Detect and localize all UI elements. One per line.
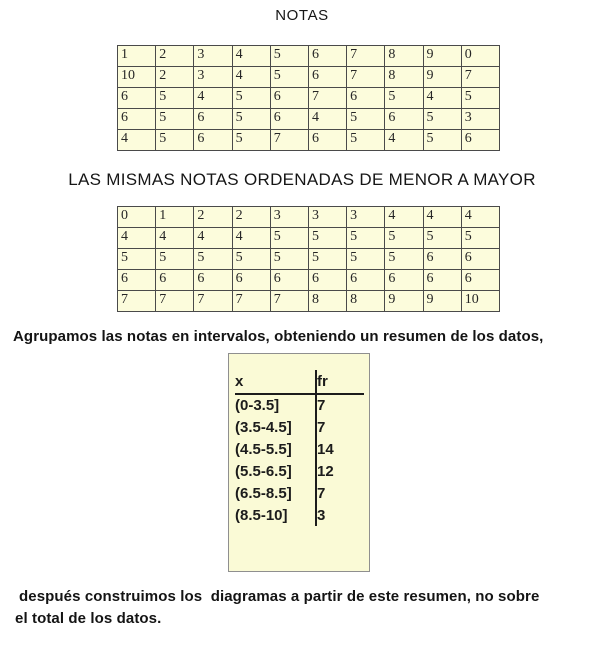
grid-cell: 5 bbox=[232, 109, 270, 130]
grid-cell: 6 bbox=[461, 249, 499, 270]
grid-cell: 5 bbox=[118, 249, 156, 270]
grid-cell: 6 bbox=[347, 88, 385, 109]
grid-cell: 6 bbox=[118, 270, 156, 291]
grid-cell: 10 bbox=[461, 291, 499, 312]
grid-cell: 8 bbox=[308, 291, 346, 312]
summary-cell-fr: 7 bbox=[317, 418, 326, 436]
summary-row bbox=[235, 416, 364, 438]
grid-cell: 9 bbox=[423, 46, 461, 67]
grid-cell: 4 bbox=[423, 88, 461, 109]
grid-cell: 5 bbox=[156, 249, 194, 270]
grid-row bbox=[118, 130, 500, 151]
summary-cell-fr: 7 bbox=[317, 484, 326, 502]
grid-cell: 5 bbox=[270, 46, 308, 67]
grouping-paragraph: Agrupamos las notas en intervalos, obteniendo un resumen de los datos, bbox=[13, 328, 544, 345]
grid-cell: 6 bbox=[423, 249, 461, 270]
closing-paragraph bbox=[15, 586, 600, 630]
grid-cell: 6 bbox=[308, 130, 346, 151]
grid-cell: 4 bbox=[232, 46, 270, 67]
summary-box bbox=[228, 353, 370, 572]
closing-paragraph-line1: después construimos los diagramas a partir de este resumen, no sobre bbox=[19, 588, 540, 605]
grid-cell: 5 bbox=[385, 228, 423, 249]
summary-row bbox=[235, 482, 364, 504]
grid-cell: 4 bbox=[385, 130, 423, 151]
grid-cell: 7 bbox=[347, 67, 385, 88]
grid-cell: 5 bbox=[423, 228, 461, 249]
grid-cell: 0 bbox=[461, 46, 499, 67]
notas-table-body bbox=[118, 46, 500, 151]
grid-cell: 4 bbox=[118, 130, 156, 151]
grid-cell: 2 bbox=[156, 46, 194, 67]
grid-cell: 6 bbox=[347, 270, 385, 291]
summary-cell-x: (6.5-8.5] bbox=[235, 482, 316, 504]
grid-cell: 5 bbox=[308, 249, 346, 270]
grid-cell: 5 bbox=[156, 109, 194, 130]
grid-cell: 3 bbox=[194, 67, 232, 88]
summary-cell-fr: 7 bbox=[317, 397, 326, 414]
grid-cell: 7 bbox=[232, 291, 270, 312]
grid-cell: 5 bbox=[347, 109, 385, 130]
summary-cell-x: (5.5-6.5] bbox=[235, 460, 316, 482]
grid-cell: 6 bbox=[308, 67, 346, 88]
grid-row bbox=[118, 291, 500, 312]
grid-cell: 5 bbox=[156, 130, 194, 151]
grid-cell: 5 bbox=[423, 130, 461, 151]
grid-cell: 6 bbox=[194, 109, 232, 130]
grid-row bbox=[118, 228, 500, 249]
grid-cell: 7 bbox=[347, 46, 385, 67]
grid-cell: 6 bbox=[118, 109, 156, 130]
grid-cell: 7 bbox=[270, 291, 308, 312]
grid-cell: 5 bbox=[461, 228, 499, 249]
grid-cell: 5 bbox=[156, 88, 194, 109]
grid-cell: 6 bbox=[308, 270, 346, 291]
grid-cell: 3 bbox=[194, 46, 232, 67]
grid-cell: 5 bbox=[194, 249, 232, 270]
grid-cell: 4 bbox=[308, 109, 346, 130]
page-title: NOTAS bbox=[275, 7, 329, 24]
grid-cell: 9 bbox=[423, 291, 461, 312]
grid-cell: 5 bbox=[270, 67, 308, 88]
summary-row bbox=[235, 394, 364, 416]
grid-cell: 1 bbox=[156, 207, 194, 228]
summary-cell-fr: 12 bbox=[317, 462, 334, 480]
grid-cell: 8 bbox=[347, 291, 385, 312]
grid-row bbox=[118, 249, 500, 270]
grid-row bbox=[118, 270, 500, 291]
grid-cell: 6 bbox=[232, 270, 270, 291]
grid-cell: 5 bbox=[385, 249, 423, 270]
sorted-section-title: LAS MISMAS NOTAS ORDENADAS DE MENOR A MAYOR bbox=[68, 170, 536, 189]
grid-cell: 4 bbox=[194, 228, 232, 249]
grid-cell: 6 bbox=[270, 88, 308, 109]
summary-cell-fr: 14 bbox=[317, 440, 334, 458]
summary-header-fr: fr bbox=[316, 370, 364, 394]
grid-cell: 10 bbox=[118, 67, 156, 88]
grid-cell: 7 bbox=[194, 291, 232, 312]
summary-cell-x: (3.5-4.5] bbox=[235, 416, 316, 438]
summary-cell-x: (0-3.5] bbox=[235, 394, 316, 416]
summary-row bbox=[235, 438, 364, 460]
grid-row bbox=[118, 46, 500, 67]
grid-cell: 5 bbox=[423, 109, 461, 130]
grid-cell: 5 bbox=[385, 88, 423, 109]
grid-cell: 4 bbox=[461, 207, 499, 228]
grid-cell: 7 bbox=[308, 88, 346, 109]
grid-cell: 4 bbox=[423, 207, 461, 228]
summary-header-row bbox=[235, 370, 364, 394]
grid-cell: 5 bbox=[347, 130, 385, 151]
grid-cell: 3 bbox=[461, 109, 499, 130]
grid-cell: 0 bbox=[118, 207, 156, 228]
grid-cell: 1 bbox=[118, 46, 156, 67]
grid-cell: 2 bbox=[232, 207, 270, 228]
grid-row bbox=[118, 67, 500, 88]
grid-row bbox=[118, 207, 500, 228]
grid-cell: 5 bbox=[232, 130, 270, 151]
sorted-notas-table-body bbox=[118, 207, 500, 312]
grid-cell: 5 bbox=[232, 88, 270, 109]
closing-paragraph-line2: el total de los datos. bbox=[15, 610, 162, 627]
grid-cell: 7 bbox=[461, 67, 499, 88]
summary-table bbox=[235, 370, 364, 526]
grid-cell: 8 bbox=[385, 46, 423, 67]
grid-cell: 6 bbox=[270, 109, 308, 130]
grid-row bbox=[118, 109, 500, 130]
grid-row bbox=[118, 88, 500, 109]
grid-cell: 5 bbox=[461, 88, 499, 109]
grid-cell: 7 bbox=[156, 291, 194, 312]
grid-cell: 6 bbox=[156, 270, 194, 291]
grid-cell: 7 bbox=[118, 291, 156, 312]
grid-cell: 3 bbox=[347, 207, 385, 228]
summary-header-x: x bbox=[235, 370, 316, 394]
grid-cell: 3 bbox=[270, 207, 308, 228]
summary-cell-x: (4.5-5.5] bbox=[235, 438, 316, 460]
grid-cell: 6 bbox=[194, 270, 232, 291]
grid-cell: 2 bbox=[194, 207, 232, 228]
grid-cell: 4 bbox=[194, 88, 232, 109]
notas-table bbox=[117, 45, 500, 151]
summary-row bbox=[235, 504, 364, 526]
grid-cell: 7 bbox=[270, 130, 308, 151]
sorted-notas-table bbox=[117, 206, 500, 312]
grid-cell: 4 bbox=[156, 228, 194, 249]
grid-cell: 4 bbox=[118, 228, 156, 249]
grid-cell: 6 bbox=[308, 46, 346, 67]
grid-cell: 4 bbox=[385, 207, 423, 228]
grid-cell: 5 bbox=[347, 228, 385, 249]
grid-cell: 8 bbox=[385, 67, 423, 88]
summary-cell-fr: 3 bbox=[317, 506, 326, 524]
grid-cell: 6 bbox=[194, 130, 232, 151]
grid-cell: 6 bbox=[461, 130, 499, 151]
grid-cell: 6 bbox=[385, 109, 423, 130]
grid-cell: 6 bbox=[461, 270, 499, 291]
summary-table-body bbox=[235, 394, 364, 526]
grid-cell: 5 bbox=[347, 249, 385, 270]
summary-cell-x: (8.5-10] bbox=[235, 504, 316, 526]
grid-cell: 5 bbox=[232, 249, 270, 270]
grid-cell: 4 bbox=[232, 228, 270, 249]
grid-cell: 5 bbox=[270, 228, 308, 249]
grid-cell: 9 bbox=[423, 67, 461, 88]
summary-row bbox=[235, 460, 364, 482]
grid-cell: 3 bbox=[308, 207, 346, 228]
grid-cell: 5 bbox=[270, 249, 308, 270]
grid-cell: 9 bbox=[385, 291, 423, 312]
grid-cell: 6 bbox=[423, 270, 461, 291]
grid-cell: 5 bbox=[308, 228, 346, 249]
grid-cell: 6 bbox=[385, 270, 423, 291]
grid-cell: 2 bbox=[156, 67, 194, 88]
grid-cell: 6 bbox=[270, 270, 308, 291]
grid-cell: 4 bbox=[232, 67, 270, 88]
grid-cell: 6 bbox=[118, 88, 156, 109]
